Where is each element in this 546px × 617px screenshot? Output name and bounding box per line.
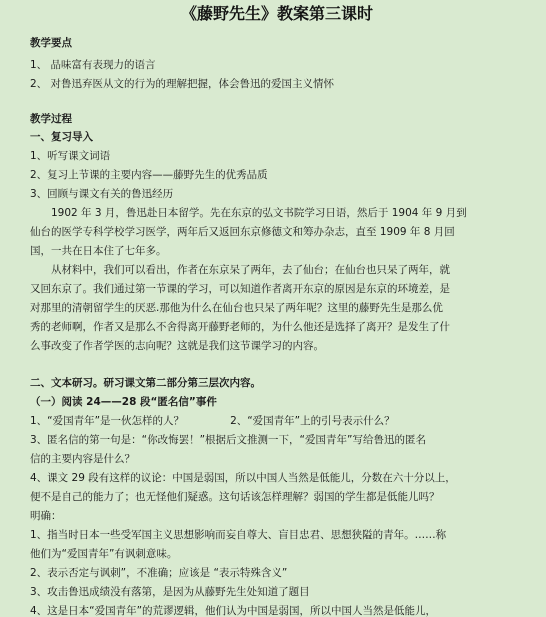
key-points-heading: 教学要点 — [30, 37, 72, 49]
answer-line: 他们为“爱国青年”有讽刺意味。 — [30, 548, 178, 560]
paragraph-line: 对那里的清朝留学生的厌恶.那他为什么在仙台也只呆了两年呢？这里的藤野先生是那么优 — [30, 302, 443, 314]
section-1-item: 1、听写课文词语 — [30, 150, 111, 162]
question-2: 2、“爱国青年”上的引号表示什么？ — [230, 415, 395, 427]
section-1-item: 2、复习上节课的主要内容——藤野先生的优秀品质 — [30, 169, 268, 181]
process-heading: 教学过程 — [30, 113, 72, 125]
key-point-item: 2、 对鲁迅弃医从文的行为的理解把握，体会鲁迅的爱国主义情怀 — [30, 78, 335, 90]
paragraph-line: 秀的老师啊，作者又是那么不舍得离开藤野老师的，为什么他还是选择了离开？是发生了什 — [30, 321, 450, 333]
question-3-line: 3、匿名信的第一句是：“你改悔罢！”根据后文推测一下，“爱国青年”写给鲁迅的匿名 — [30, 434, 426, 446]
paragraph-analysis — [30, 261, 524, 356]
answer-label: 明确： — [30, 510, 62, 522]
answer-line: 1、指当时日本一些受军国主义思想影响而妄自尊大、盲目忠君、思想狭隘的青年。……称 — [30, 529, 447, 541]
paragraph-line: 从材料中，我们可以看出，作者在东京呆了两年，去了仙台；在仙台也只呆了两年，就 — [51, 264, 450, 276]
paragraph-line: 国，一共在日本住了七年多。 — [30, 245, 167, 257]
section-2-subtitle: （一）阅读 24——28 段“匿名信”事件 — [30, 396, 217, 408]
section-1-title: 一、复习导入 — [30, 131, 93, 143]
question-1: 1、“爱国青年”是一伙怎样的人？ — [30, 415, 185, 427]
question-3-line: 信的主要内容是什么？ — [30, 453, 135, 465]
paragraph-line: 又回东京了。我们通过第一节课的学习，可以知道作者离开东京的原因是东京的环境差，是 — [30, 283, 450, 295]
paragraph-line: 仙台的医学专科学校学习医学，两年后又返回东京修德文和筹办杂志，直至 1909 年 8 月回 — [30, 226, 455, 238]
question-4-line: 便不是自己的能力了；也无怪他们疑惑。这句话该怎样理解？弱国的学生都是低能儿吗？ — [30, 491, 440, 503]
section-2-title: 二、文本研习。研习课文第二部分第三层次内容。 — [30, 377, 261, 389]
key-point-item: 1、 品味富有表现力的语言 — [30, 59, 156, 71]
question-4-line: 4、课文 29 段有这样的议论：中国是弱国，所以中国人当然是低能儿，分数在六十分以上， — [30, 472, 456, 484]
document-title: 《藤野先生》教案第三课时 — [180, 4, 373, 23]
answer-line: 3、攻击鲁迅成绩没有落第，是因为从藤野先生处知道了题目 — [30, 586, 310, 598]
paragraph-background — [30, 204, 524, 261]
paragraph-line: 么事改变了作者学医的志向呢？这就是我们这节课学习的内容。 — [30, 340, 324, 352]
answer-line: 4、这是日本“爱国青年”的荒谬逻辑，他们认为中国是弱国，所以中国人当然是低能儿， — [30, 605, 437, 617]
paragraph-line: 1902 年 3 月，鲁迅赴日本留学。先在东京的弘文书院学习日语，然后于 1904 年 9 月到 — [51, 207, 467, 219]
question-row — [30, 412, 524, 431]
answer-line: 2、表示否定与讽刺”，不准确；应该是 “表示特殊含义” — [30, 567, 288, 579]
section-1-item: 3、回顾与课文有关的鲁迅经历 — [30, 188, 174, 200]
